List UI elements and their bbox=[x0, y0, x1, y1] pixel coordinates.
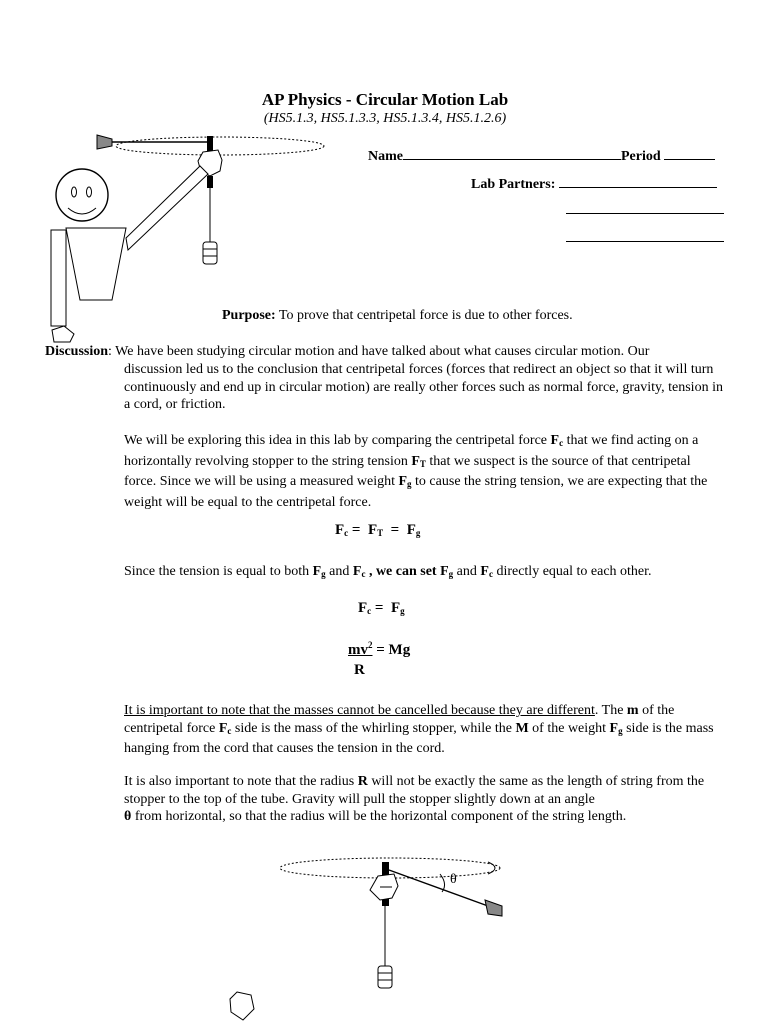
discussion-paragraph-4: It is important to note that the masses cannot be cancelled because they are different. The m of the centripetal force $F_c$ side is the mass of the whirling stopper, while the M of the weight $F_g$ side is the mass hanging from the cord that causes the tension in the cord. bbox=[124, 703, 714, 757]
string-line bbox=[389, 870, 488, 906]
period-label: Period bbox=[621, 149, 661, 164]
discussion-first-line: Discussion: We have been studying circular motion and have talked about what causes circular motion. Our bbox=[45, 344, 650, 359]
page-title: AP Physics - Circular Motion Lab bbox=[261, 90, 509, 109]
lab-partners-row bbox=[471, 174, 717, 193]
name-field[interactable] bbox=[403, 146, 621, 160]
period-field[interactable] bbox=[664, 146, 715, 160]
pentagon-shape bbox=[227, 990, 257, 1024]
name-label: Name bbox=[368, 149, 403, 164]
hanging-weight-icon bbox=[203, 242, 217, 264]
equation-denominator-r: R bbox=[354, 662, 365, 678]
lab-partner-field-3[interactable] bbox=[566, 228, 724, 242]
left-arm-shape bbox=[51, 230, 66, 326]
left-hand-icon bbox=[52, 326, 74, 342]
purpose-line bbox=[222, 307, 573, 325]
discussion-paragraph-2: We will be exploring this idea in this lab by comparing the centripetal force $F_c$ that we find acting on a horizontally revolving stopper to the string tension $F_T$ that we suspect is the source of that centripetal force. Since we will be using a measured weight $F_g$ to cause the string tension, we are expecting that the weight will be equal to the centripetal force. bbox=[124, 433, 708, 510]
discussion-paragraph-1: discussion led us to the conclusion that centripetal forces (forces that redirect an object so that it will turn continuously and end up in circular motion) are really other forces such as normal force, gravity, tension in a cord, or friction. bbox=[124, 362, 723, 413]
stopper-icon bbox=[97, 135, 112, 149]
torso-shape bbox=[66, 228, 126, 300]
arm-shape bbox=[126, 166, 208, 250]
standards-subtitle: (HS5.1.3, HS5.1.3.3, HS5.1.3.4, HS5.1.2.6) bbox=[263, 111, 507, 126]
discussion-label: Discussion bbox=[45, 344, 109, 359]
discussion-paragraph-3: Since the tension is equal to both $F_g$ and $F_c$ , we can set $F_g$ and $F_c$ directly equal to each other. bbox=[124, 564, 652, 579]
equation-fc-fg: $F_c = F_g$ bbox=[358, 600, 405, 616]
stopper-orbit-ellipse bbox=[116, 137, 324, 155]
angle-diagram-illustration bbox=[270, 850, 510, 1000]
purpose-text: To prove that centripetal force is due to other forces. bbox=[278, 308, 573, 323]
hanging-weight-icon bbox=[378, 966, 392, 988]
face-icon bbox=[56, 169, 108, 221]
lab-partner-field-1[interactable] bbox=[559, 174, 717, 188]
equation-mv2-r-mg: $mv^2 = Mg$ bbox=[348, 640, 411, 658]
discussion-paragraph-5: It is also important to note that the radius R will not be exactly the same as the length of string from the stopper to the top of the tube. Gravity will pull the stopper slightly down at an angle θ from horizontal, so that the radius will be the horizontal component of the string length. bbox=[124, 774, 705, 825]
lab-partner-field-2[interactable] bbox=[566, 200, 724, 214]
name-period-row bbox=[368, 146, 715, 165]
equation-fc-ft-fg: $F_c = F_T = F_g$ bbox=[335, 522, 421, 538]
purpose-label: Purpose: bbox=[222, 308, 276, 323]
tube-bottom bbox=[207, 176, 213, 188]
lab-partners-label: Lab Partners: bbox=[471, 177, 556, 192]
stopper-icon bbox=[485, 900, 502, 916]
tube-top bbox=[207, 136, 213, 152]
theta-label: θ bbox=[450, 872, 457, 887]
